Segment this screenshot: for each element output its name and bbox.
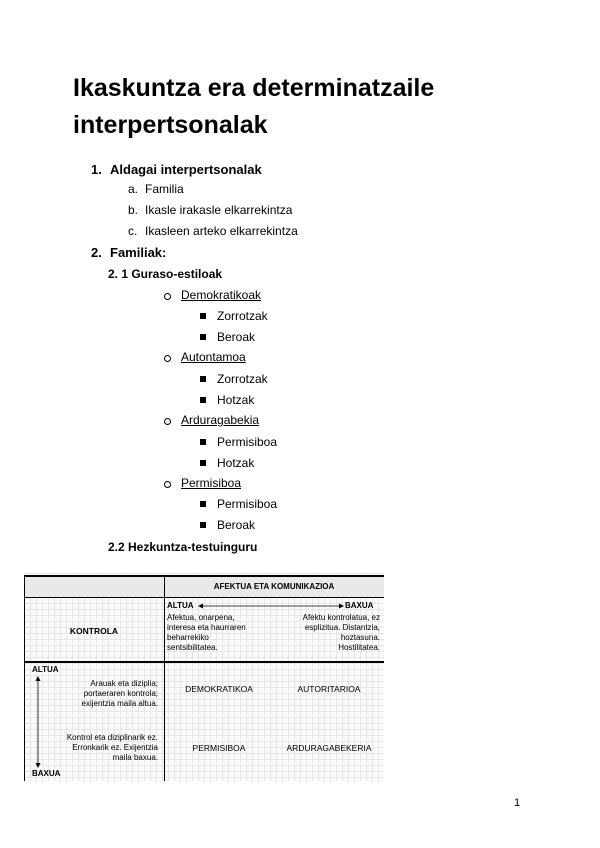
table-rule [24, 661, 384, 663]
section-2-heading: Familiak: [110, 245, 167, 260]
table-border-left [24, 575, 25, 781]
square-bullet-icon [200, 334, 206, 340]
corner-header-bg [24, 575, 164, 597]
affect-low-label: BAXUA [345, 601, 374, 610]
cell-permissive: PERMISIBOA [192, 743, 246, 753]
subsection-2-2-heading: 2.2 Hezkuntza-testuinguru [108, 540, 258, 554]
hollow-bullet-icon [164, 355, 171, 362]
square-bullet-icon [200, 439, 206, 445]
list-marker: b. [128, 203, 139, 217]
style-trait: Zorrotzak [217, 372, 268, 386]
parenting-styles-table [24, 573, 384, 781]
section-1-heading: Aldagai interpertsonalak [110, 162, 262, 177]
affect-low-desc: Afektu kontrolatua, ez [302, 613, 380, 622]
control-low-desc: maila baxua. [112, 753, 158, 762]
square-bullet-icon [200, 397, 206, 403]
hollow-bullet-icon [164, 418, 171, 425]
list-marker: c. [128, 224, 138, 238]
affect-high-desc: sentsibilitatea. [167, 643, 218, 652]
style-trait: Hotzak [217, 456, 255, 470]
control-high-desc: exijentzia maila altua. [81, 699, 158, 708]
style-trait: Zorrotzak [217, 309, 268, 323]
affect-high-desc: beharrekiko [167, 633, 209, 642]
table-border-top [24, 575, 384, 577]
parenting-style: Arduragabekia [181, 413, 260, 427]
control-low-desc: Erronkarik ez. Exijentzia [72, 743, 158, 752]
parenting-style: Autontamoa [181, 350, 246, 364]
cell-neglectful: ARDURAGABEKERIA [286, 743, 372, 753]
list-item: Familia [145, 182, 184, 196]
style-trait: Permisiboa [217, 497, 278, 511]
square-bullet-icon [200, 313, 206, 319]
parenting-style: Permisiboa [181, 476, 242, 490]
page-number: 1 [514, 797, 521, 809]
affect-header: AFEKTUA ETA KOMUNIKAZIOA [213, 582, 335, 591]
control-high-desc: portaeraren kontrola; [83, 689, 158, 698]
square-bullet-icon [200, 460, 206, 466]
list-item: Ikasle irakasle elkarrekintza [145, 203, 293, 217]
affect-high-label: ALTUA [167, 601, 194, 610]
list-item: Ikasleen arteko elkarrekintza [145, 224, 298, 238]
subsection-2-1-heading: 2. 1 Guraso-estiloak [108, 267, 223, 281]
control-range-arrow-icon [34, 676, 42, 768]
hollow-bullet-icon [164, 481, 171, 488]
style-trait: Hotzak [217, 393, 255, 407]
list-marker: a. [128, 182, 139, 196]
affect-low-desc: hoztasuna. [340, 633, 380, 642]
control-high-desc: Arauak eta diziplia; [90, 679, 158, 688]
page-title: Ikaskuntza era determinatzaile interpertsonalak [73, 74, 435, 139]
control-high-label: ALTUA [32, 665, 59, 674]
style-trait: Beroak [217, 518, 256, 532]
control-low-label: BAXUA [32, 769, 61, 778]
affect-range-arrow-icon [198, 602, 344, 610]
section-2-number: 2. [91, 245, 102, 260]
section-1-number: 1. [91, 162, 102, 177]
square-bullet-icon [200, 501, 206, 507]
control-header: KONTROLA [69, 626, 119, 636]
parenting-style: Demokratikoak [181, 288, 262, 302]
affect-low-desc: esplizitua. Distantzia, [304, 623, 380, 632]
hollow-bullet-icon [164, 293, 171, 300]
table-rule [24, 597, 384, 598]
affect-high-desc: Afektua, onarpena, [167, 613, 235, 622]
cell-democratic: DEMOKRATIKOA [185, 684, 253, 694]
square-bullet-icon [200, 376, 206, 382]
style-trait: Permisiboa [217, 435, 278, 449]
style-trait: Beroak [217, 330, 256, 344]
affect-high-desc: interesa eta haurraren [167, 623, 246, 632]
square-bullet-icon [200, 522, 206, 528]
control-low-desc: Kontrol eta diziplinarik ez. [66, 733, 158, 742]
cell-authoritarian: AUTORITARIOA [297, 684, 361, 694]
affect-low-desc: Hostilitatea. [338, 643, 380, 652]
